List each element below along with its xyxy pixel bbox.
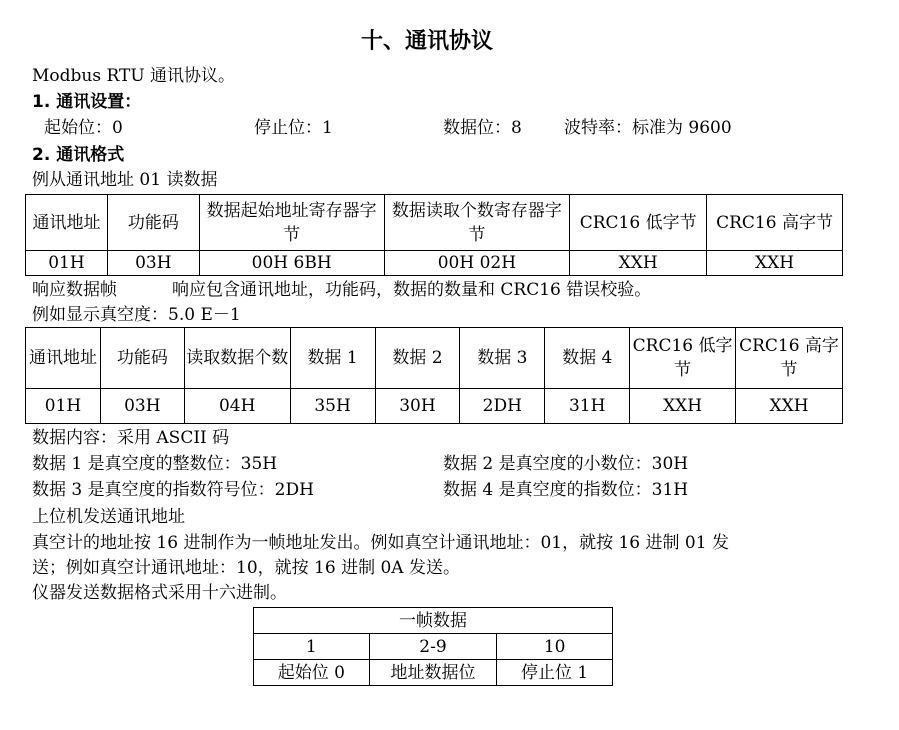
table-header-cell: CRC16 低字节 xyxy=(570,195,707,251)
table-cell: XXH xyxy=(630,389,736,424)
data-content-text: 数据内容：采用 ASCII 码 xyxy=(32,428,230,448)
table-cell: XXH xyxy=(707,251,843,276)
table-cell: 1 xyxy=(254,634,370,660)
table-header-cell: 功能码 xyxy=(100,328,184,389)
address-paragraph-line2: 送；例如真空计通讯地址：10，就按 16 进制 0A 发送。 xyxy=(32,558,460,578)
intro-text: Modbus RTU 通讯协议。 xyxy=(32,66,236,86)
section1-heading: 1. 通讯设置： xyxy=(32,92,142,112)
stop-bit-setting: 停止位：1 xyxy=(254,118,333,138)
table-header-cell: 功能码 xyxy=(107,195,199,251)
data3-description: 数据 3 是真空度的指数符号位：2DH xyxy=(32,480,314,500)
table-cell: 00H 6BH xyxy=(199,251,384,276)
example-read-text: 例从通讯地址 01 读数据 xyxy=(32,170,218,190)
table-cell: 03H xyxy=(107,251,199,276)
table-header-cell: 通讯地址 xyxy=(26,195,108,251)
table-cell: 01H xyxy=(26,251,108,276)
table-header-cell: 读取数据个数 xyxy=(184,328,290,389)
table-cell: 30H xyxy=(375,389,460,424)
table-header-cell: 数据 1 xyxy=(290,328,375,389)
table-cell: 00H 02H xyxy=(384,251,570,276)
table-header-cell: CRC16 低字节 xyxy=(630,328,736,389)
table-cell: 10 xyxy=(497,634,613,660)
data4-description: 数据 4 是真空度的指数位：31H xyxy=(443,480,689,500)
table-cell: XXH xyxy=(570,251,707,276)
table-header-cell: CRC16 高字节 xyxy=(707,195,843,251)
response-description: 响应包含通讯地址，功能码，数据的数量和 CRC16 错误校验。 xyxy=(172,280,652,300)
table-cell: 31H xyxy=(545,389,630,424)
table-cell: 起始位 0 xyxy=(254,660,370,686)
table-cell: 2-9 xyxy=(369,634,497,660)
data1-description: 数据 1 是真空度的整数位：35H xyxy=(32,454,278,474)
table-cell: 2DH xyxy=(460,389,545,424)
read-request-table xyxy=(25,194,843,276)
data-bits-setting: 数据位：8 xyxy=(443,118,522,138)
table-header-cell: 数据起始地址寄存器字节 xyxy=(199,195,384,251)
table-cell: 01H xyxy=(26,389,101,424)
host-send-heading: 上位机发送通讯地址 xyxy=(32,507,185,527)
table-header-cell: 数据 4 xyxy=(545,328,630,389)
table-cell: 停止位 1 xyxy=(497,660,613,686)
response-table xyxy=(25,327,843,424)
data2-description: 数据 2 是真空度的小数位：30H xyxy=(443,454,689,474)
table-cell: 地址数据位 xyxy=(369,660,497,686)
table-header-cell: 数据 2 xyxy=(375,328,460,389)
table-header-cell: 数据读取个数寄存器字节 xyxy=(384,195,570,251)
frame-caption: 一帧数据 xyxy=(254,608,613,634)
page-title: 十、通讯协议 xyxy=(360,29,493,54)
table-cell: 04H xyxy=(184,389,290,424)
instrument-format-text: 仪器发送数据格式采用十六进制。 xyxy=(32,583,287,603)
section2-heading: 2. 通讯格式 xyxy=(32,145,125,165)
frame-format-table xyxy=(253,607,613,686)
baud-rate-setting: 波特率：标准为 9600 xyxy=(564,118,732,138)
response-frame-label: 响应数据帧 xyxy=(32,280,117,300)
start-bit-setting: 起始位：0 xyxy=(44,118,123,138)
table-header-cell: 数据 3 xyxy=(460,328,545,389)
table-header-cell: 通讯地址 xyxy=(26,328,101,389)
address-paragraph-line1: 真空计的地址按 16 进制作为一帧地址发出。例如真空计通讯地址：01，就按 16 进制 01 发 xyxy=(32,533,729,553)
table-cell: XXH xyxy=(736,389,843,424)
example-display-text: 例如显示真空度：5.0 E－1 xyxy=(32,305,241,325)
table-header-cell: CRC16 高字节 xyxy=(736,328,843,389)
table-cell: 35H xyxy=(290,389,375,424)
table-cell: 03H xyxy=(100,389,184,424)
